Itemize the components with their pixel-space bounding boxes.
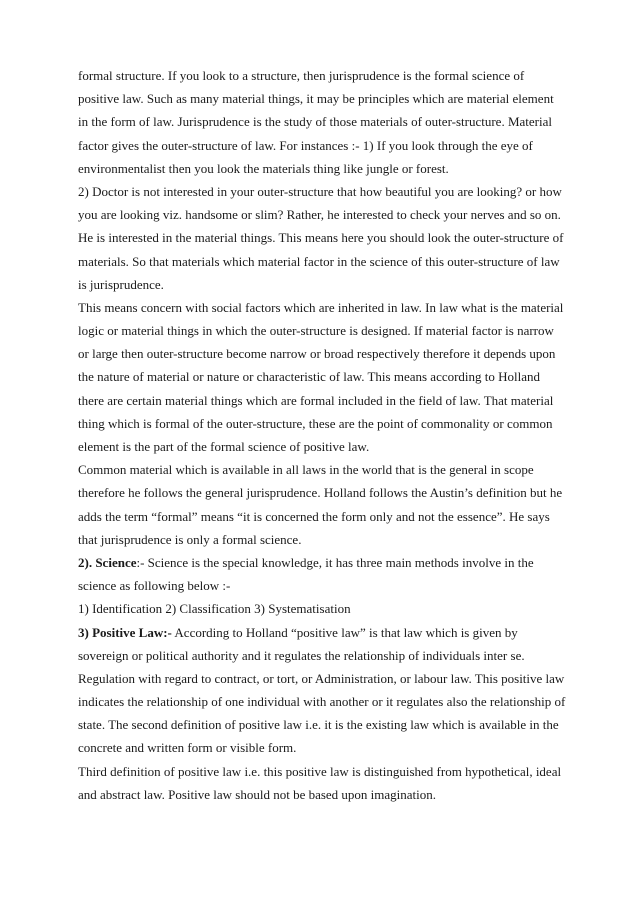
text-line: you are looking viz. handsome or slim? Rather, he interested to check your nerves and so on. xyxy=(78,207,561,223)
text-line: therefore he follows the general jurisprudence. Holland follows the Austin’s definition but he xyxy=(78,485,563,501)
text-line: science as following below :- xyxy=(78,578,231,594)
text-line: thing which is formal of the outer-structure, these are the point of commonality or common xyxy=(78,415,553,431)
document-body xyxy=(78,64,568,806)
science-heading: 2). Science xyxy=(78,554,137,570)
text-line: and abstract law. Positive law should not be based upon imagination. xyxy=(78,786,437,802)
science-text: :- Science is the special knowledge, it has three main methods involve in the xyxy=(136,554,534,570)
text-line: Common material which is available in all laws in the world that is the general in scope xyxy=(78,462,534,478)
text-line: element is the part of the formal science of positive law. xyxy=(78,439,370,454)
text-line: He is interested in the material things. This means here you should look the outer-structure of xyxy=(78,230,564,246)
text-line: This means concern with social factors which are inherited in law. In law what is the material xyxy=(78,299,564,315)
text-line: Regulation with regard to contract, or tort, or Administration, or labour law. This positive law xyxy=(78,670,565,686)
text-line: 2) Doctor is not interested in your outer-structure that how beautiful you are looking? or how xyxy=(78,183,562,199)
text-line: in the form of law. Jurisprudence is the study of those materials of outer-structure. Material xyxy=(78,114,552,130)
text-line: factor gives the outer-structure of law. For instances :- 1) If you look through the eye of xyxy=(78,137,533,153)
text-line: sovereign or political authority and it regulates the relationship of individuals inter se. xyxy=(78,647,525,663)
text-line: positive law. Such as many material things, it may be principles which are material element xyxy=(78,91,554,107)
science-line xyxy=(78,551,568,574)
science-methods: 1) Identification 2) Classification 3) Systematisation xyxy=(78,601,351,617)
positive-law-heading: 3) Positive Law:- xyxy=(78,624,172,640)
text-line: materials. So that materials which material factor in the science of this outer-structure of law xyxy=(78,253,560,269)
text-line: state. The second definition of positive law i.e. it is the existing law which is available in the xyxy=(78,717,559,733)
positive-law-text: According to Holland “positive law” is that law which is given by xyxy=(171,624,518,640)
text-line: indicates the relationship of one individual with another or it regulates also the relationship of xyxy=(78,694,566,710)
text-line: logic or material things in which the outer-structure is designed. If material factor is narrow xyxy=(78,323,554,339)
text-line: adds the term “formal” means “it is concerned the form only and not the essence”. He says xyxy=(78,508,550,524)
text-line: the nature of material or nature or characteristic of law. This means according to Holland xyxy=(78,369,541,385)
text-line: or large then outer-structure become narrow or broad respectively therefore it depends upon xyxy=(78,346,556,362)
text-line: concrete and written form or visible form. xyxy=(78,740,297,756)
text-line: there are certain material things which are formal included in the field of law. That material xyxy=(78,392,554,408)
positive-law-line xyxy=(78,621,568,644)
text-line: is jurisprudence. xyxy=(78,276,164,292)
text-line: environmentalist then you look the materials thing like jungle or forest. xyxy=(78,160,449,176)
text-line: that jurisprudence is only a formal science. xyxy=(78,531,302,547)
text-line: formal structure. If you look to a structure, then jurisprudence is the formal science of xyxy=(78,68,525,83)
text-line: Third definition of positive law i.e. this positive law is distinguished from hypothetical, ideal xyxy=(78,763,562,779)
